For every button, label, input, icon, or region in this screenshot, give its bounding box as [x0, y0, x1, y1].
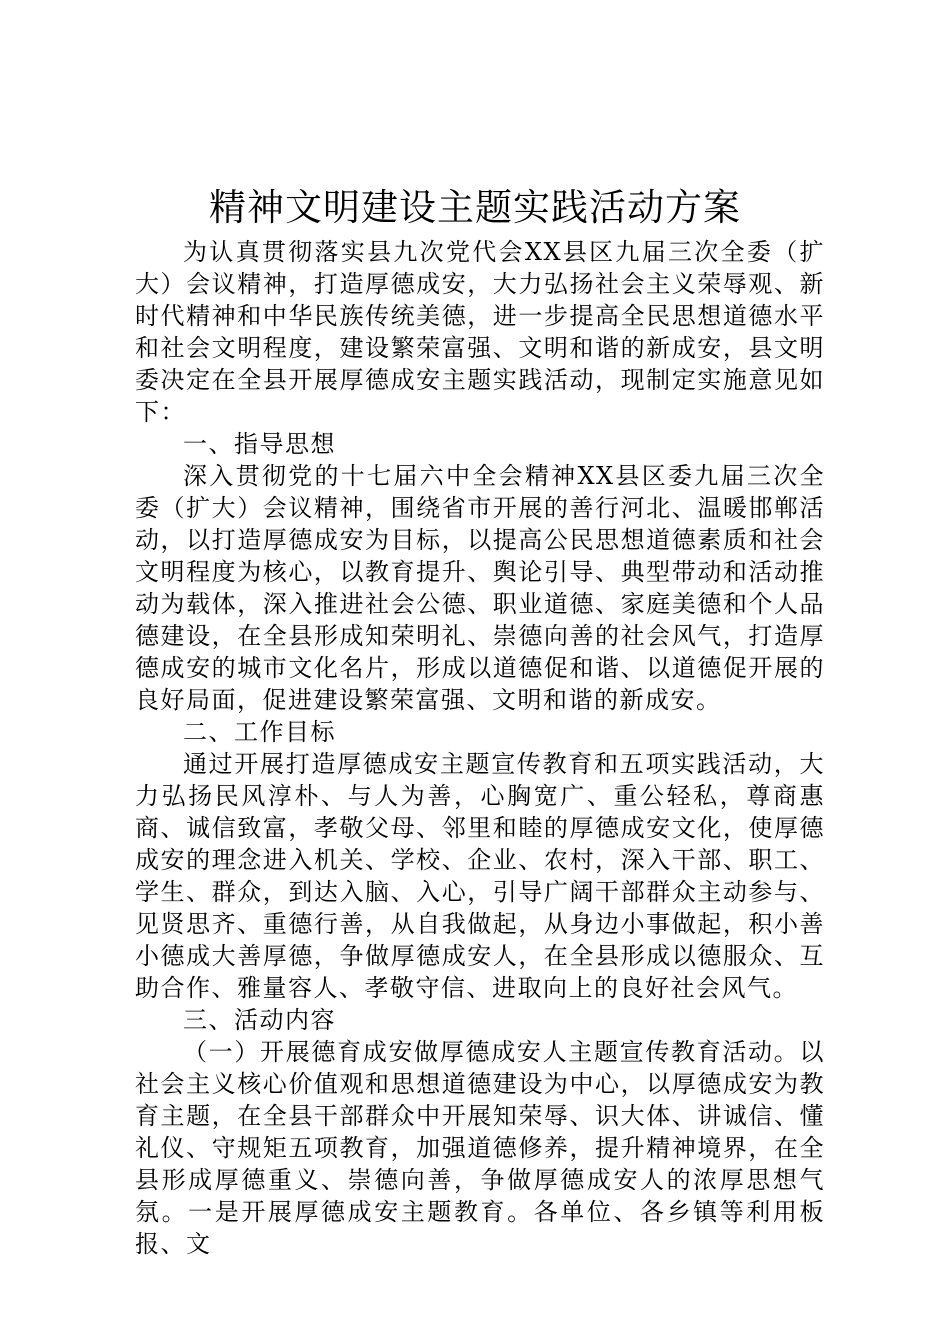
intro-paragraph: 为认真贯彻落实县九次党代会XX县区九届三次全委（扩大）会议精神，打造厚德成安，大力弘扬社会主义荣辱观、新时代精神和中华民族传统美德，进一步提高全民思想道德水平和社会文明程度，建设繁荣富强、文明和谐的新成安，县文明委决定在全县开展厚德成安主题实践活动，现制定实施意见如下： [135, 238, 825, 426]
document-title: 精神文明建设主题实践活动方案 [209, 186, 741, 229]
section-heading-work-goals: 二、工作目标 [183, 718, 336, 746]
work-goals-paragraph: 通过开展打造厚德成安主题宣传教育和五项实践活动，大力弘扬民风淳朴、与人为善，心胸宽广、重公轻私，尊商惠商、诚信致富，孝敬父母、邻里和睦的厚德成安文化，使厚德成安的理念进入机关、学校、企业、农村，深入干部、职工、学生、群众，到达入脑、入心，引导广阔干部群众主动参与、见贤思齐、重德行善，从自我做起，从身边小事做起，积小善小德成大善厚德，争做厚德成安人，在全县形成以德服众、互助合作、雅量容人、孝敬守信、进取向上的良好社会风气。 [135, 750, 825, 1002]
guiding-ideology-paragraph: 深入贯彻党的十七届六中全会精神XX县区委九届三次全委（扩大）会议精神，围绕省市开展的善行河北、温暖邯郸活动，以打造厚德成安为目标，以提高公民思想道德素质和社会文明程度为核心，以教育提升、舆论引导、典型带动和活动推动为载体，深入推进社会公德、职业道德、家庭美德和个人品德建设，在全县形成知荣明礼、崇德向善的社会风气，打造厚德成安的城市文化名片，形成以道德促和谐、以道德促开展的良好局面，促进建设繁荣富强、文明和谐的新成安。 [135, 462, 825, 714]
document-body [135, 236, 825, 1260]
activity-content-paragraph: （一）开展德育成安做厚德成安人主题宣传教育活动。以社会主义核心价值观和思想道德建设为中心，以厚德成安为教育主题，在全县干部群众中开展知荣辱、识大体、讲诚信、懂礼仪、守规矩五项教育，加强道德修养，提升精神境界，在全县形成厚德重义、崇德向善，争做厚德成安人的浓厚思想气氛。一是开展厚德成安主题教育。各单位、各乡镇等利用板报、文 [135, 1038, 825, 1258]
section-heading-guiding-ideology: 一、指导思想 [183, 430, 336, 458]
section-heading-activity-content: 三、活动内容 [183, 1006, 336, 1034]
